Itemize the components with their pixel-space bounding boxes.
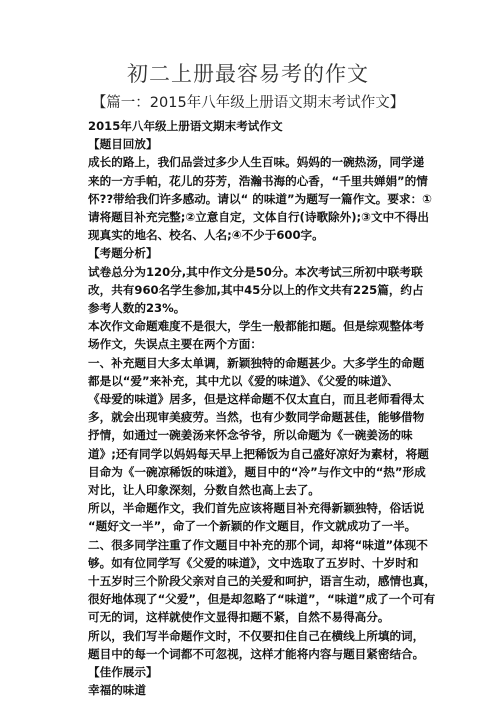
sample-essay-title: 幸福的味道 bbox=[88, 683, 146, 698]
text-line: “题好文一半”，命了一个新颖的作文题目，作文就成功了一半。 bbox=[88, 519, 417, 534]
text-line: 都是以“爱”来补充，其中尤以《爱的味道》、《父爱的味道》、 bbox=[88, 373, 399, 388]
text-line: 怀??带给我们许多感动。请以“ 的味道”为题写一篇作文。要求：① bbox=[88, 191, 432, 206]
document-title: 初二上册最容易考的作文 bbox=[127, 62, 369, 86]
heading-topic-review: 【题目回放】 bbox=[88, 137, 158, 152]
text-line: 来的一方手帕，花儿的芬芳，浩瀚书海的心香，“千里共婵娟”的情 bbox=[88, 173, 428, 188]
text-line: 所以，半命题作文，我们首先应该将题目补充得新颖独特，俗话说 bbox=[88, 501, 425, 516]
text-line: 对比，让人印象深刻，分数自然也高上去了。 bbox=[88, 483, 320, 498]
text-line: 成长的路上，我们品尝过多少人生百味。妈妈的一碗热汤，同学递 bbox=[88, 155, 425, 170]
article-body bbox=[88, 117, 440, 700]
text-line: 现真实的地名、校名、人名;④不少于600字。 bbox=[88, 228, 324, 243]
text-line: 一、补充题目大多太单调，新颖独特的命题甚少。大多学生的命题 bbox=[88, 355, 425, 370]
text-line: 场作文，失误点主要在两个方面： bbox=[88, 337, 262, 352]
text-line: 参考人数的23%。 bbox=[88, 301, 186, 316]
text-line: 试卷总分为120分,其中作文分是50分。本次考试三所初中联考联 bbox=[88, 264, 423, 279]
text-line: 二、很多同学注重了作文题目中补充的那个词，却将“味道”体现不 bbox=[88, 537, 428, 552]
text-line: 可无的词，这样就使作文显得扣题不紧，自然不易得高分。 bbox=[88, 610, 390, 625]
text-line: 很好地体现了“父爱”，但是却忽略了“味道”，“味道”成了一个可有 bbox=[88, 592, 436, 607]
article-title-line: 2015年八年级上册语文期末考试作文 bbox=[88, 119, 283, 133]
heading-question-analysis: 【考题分析】 bbox=[88, 246, 158, 261]
text-line: 十五岁时三个阶段父亲对自己的关爱和呵护，语言生动，感情也真， bbox=[88, 574, 436, 589]
text-line: 请将题目补充完整;②立意自定，文体自行(诗歌除外);③文中不得出 bbox=[88, 210, 429, 225]
heading-sample-essay: 【佳作展示】 bbox=[88, 665, 158, 680]
text-line: 抒情，如通过一碗姜汤来怀念爷爷，所以命题为《一碗姜汤的味 bbox=[88, 428, 413, 443]
text-line: 本次作文命题难度不是很大，学生一般都能扣题。但是综观整体考 bbox=[88, 319, 425, 334]
text-line: 多，就会出现审美疲劳。当然，也有少数同学命题甚佳，能够借物 bbox=[88, 410, 425, 425]
text-line: 改，共有960名学生参加,其中45分以上的作文共有225篇，约占 bbox=[88, 282, 424, 297]
section-heading: 【篇一：2015年八年级上册语文期末考试作文】 bbox=[91, 95, 405, 111]
text-line: 够。如有位同学写《父爱的味道》，文中选取了五岁时、十岁时和 bbox=[88, 555, 419, 570]
text-line: 题目中的每一个词都不可忽视，这样才能将内容与题目紧密结合。 bbox=[88, 646, 425, 661]
text-line: 所以，我们写半命题作文时，不仅要扣住自己在横线上所填的词， bbox=[88, 628, 425, 643]
text-line: 道》;还有同学以妈妈每天早上把稀饭为自己盛好凉好为素材，将题 bbox=[88, 446, 429, 461]
text-line: 目命为《一碗凉稀饭的味道》，题目中的“冷”与作文中的“热”形成 bbox=[88, 464, 426, 479]
text-line: 《母爱的味道》居多，但是这样命题不仅太直白，而且老师看得太 bbox=[88, 392, 425, 407]
